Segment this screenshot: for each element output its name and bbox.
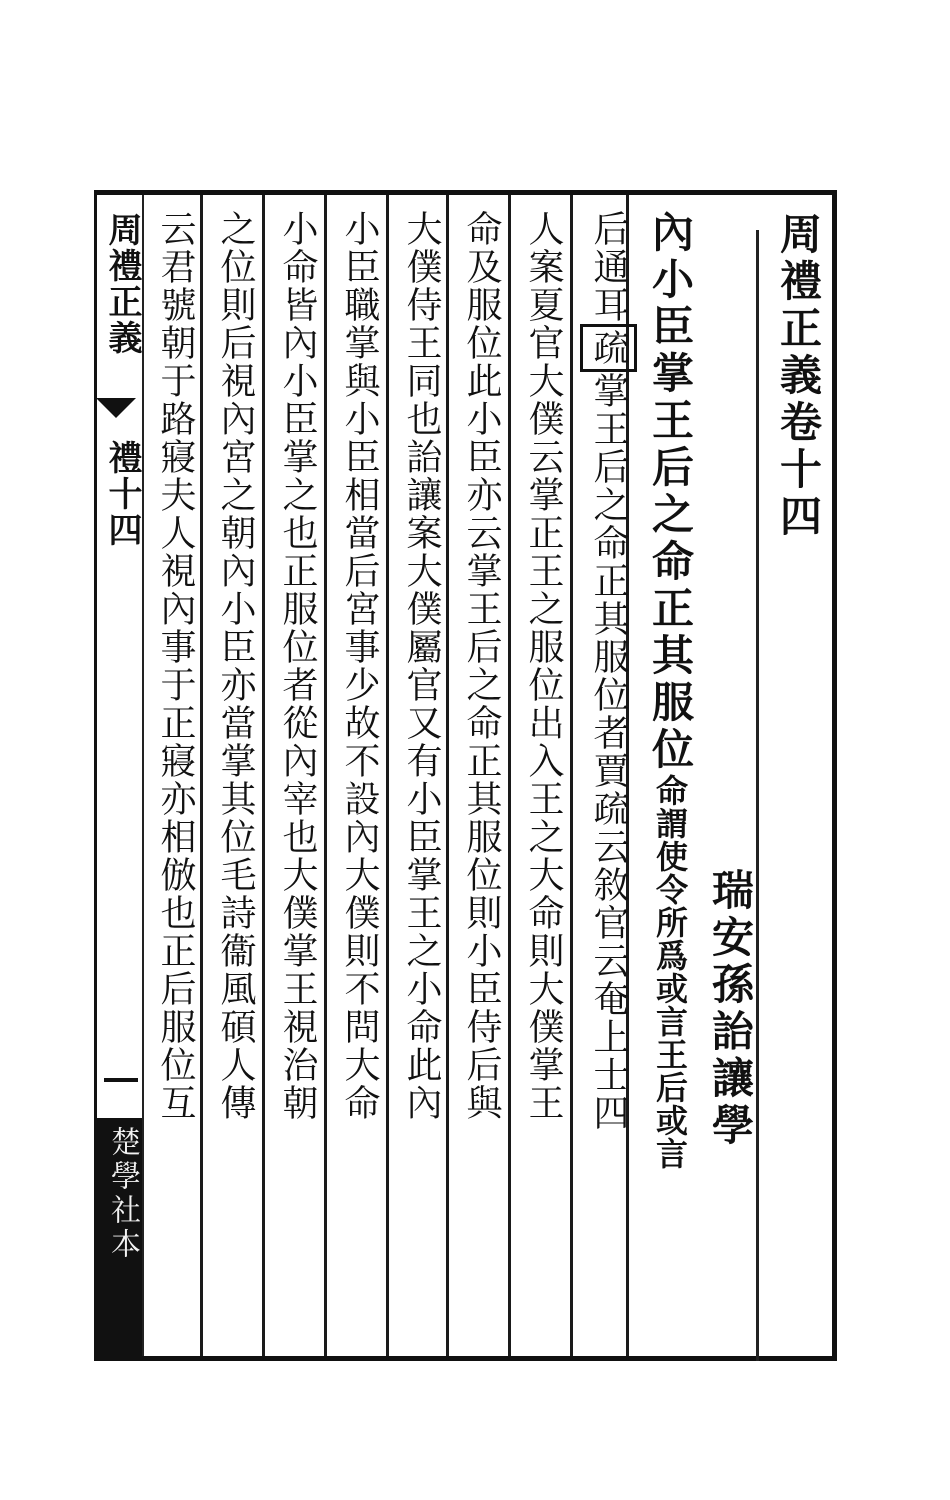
book-title: 周禮正義卷十四 [774, 212, 823, 541]
fish-tail-mark-icon [96, 398, 136, 418]
shu-commentary-marker: 疏 [580, 324, 637, 372]
commentary-column-6: 小命皆內小臣掌之也正服位者從內宰也大僕掌王視治朝 [277, 210, 318, 1122]
column-rule [570, 195, 573, 1356]
commentary-column-7: 之位則后視內宮之朝內小臣亦當掌其位毛詩衞風碩人傳 [215, 210, 256, 1122]
gutter-volume: 禮十四 [102, 440, 142, 548]
commentary-column-1: 后通耳疏掌王后之命正其服位者賈疏云敘官云奄上士四 [580, 210, 637, 1132]
folio-number [104, 1078, 138, 1082]
main-text: 內小臣掌王后之命正其服位 [646, 210, 695, 774]
commentary-column-4: 大僕侍王同也詒讓案大僕屬官又有小臣掌王之小命此內 [401, 210, 442, 1122]
commentary-column-2: 人案夏官大僕云掌正王之服位出入王之大命則大僕掌王 [523, 210, 564, 1122]
commentary-column-8: 云君號朝于路寢夫人視內事于正寢亦相倣也正后服位互 [155, 210, 196, 1122]
column-rule [508, 195, 511, 1356]
column-rule [386, 195, 389, 1356]
publisher-label: 楚學社本 [105, 1126, 140, 1262]
frame-bottom-border [94, 1356, 836, 1361]
annotation: 命謂使令所爲或言王后或言 [651, 774, 689, 1170]
author-line: 瑞安孫詒讓學 [706, 868, 755, 1150]
frame-right-border [832, 190, 837, 1361]
commentary-column-3: 命及服位此小臣亦云掌王后之命正其服位則小臣侍后與 [461, 210, 502, 1122]
title-column-rule [756, 230, 759, 1361]
main-text-heading [640, 210, 700, 1170]
column-rule [262, 195, 265, 1356]
commentary-column-5: 小臣職掌與小臣相當后宮事少故不設內大僕則不問大命 [339, 210, 380, 1122]
column-rule [324, 195, 327, 1356]
frame-top-border [94, 190, 836, 195]
gutter-title: 周禮正義 [102, 212, 142, 356]
